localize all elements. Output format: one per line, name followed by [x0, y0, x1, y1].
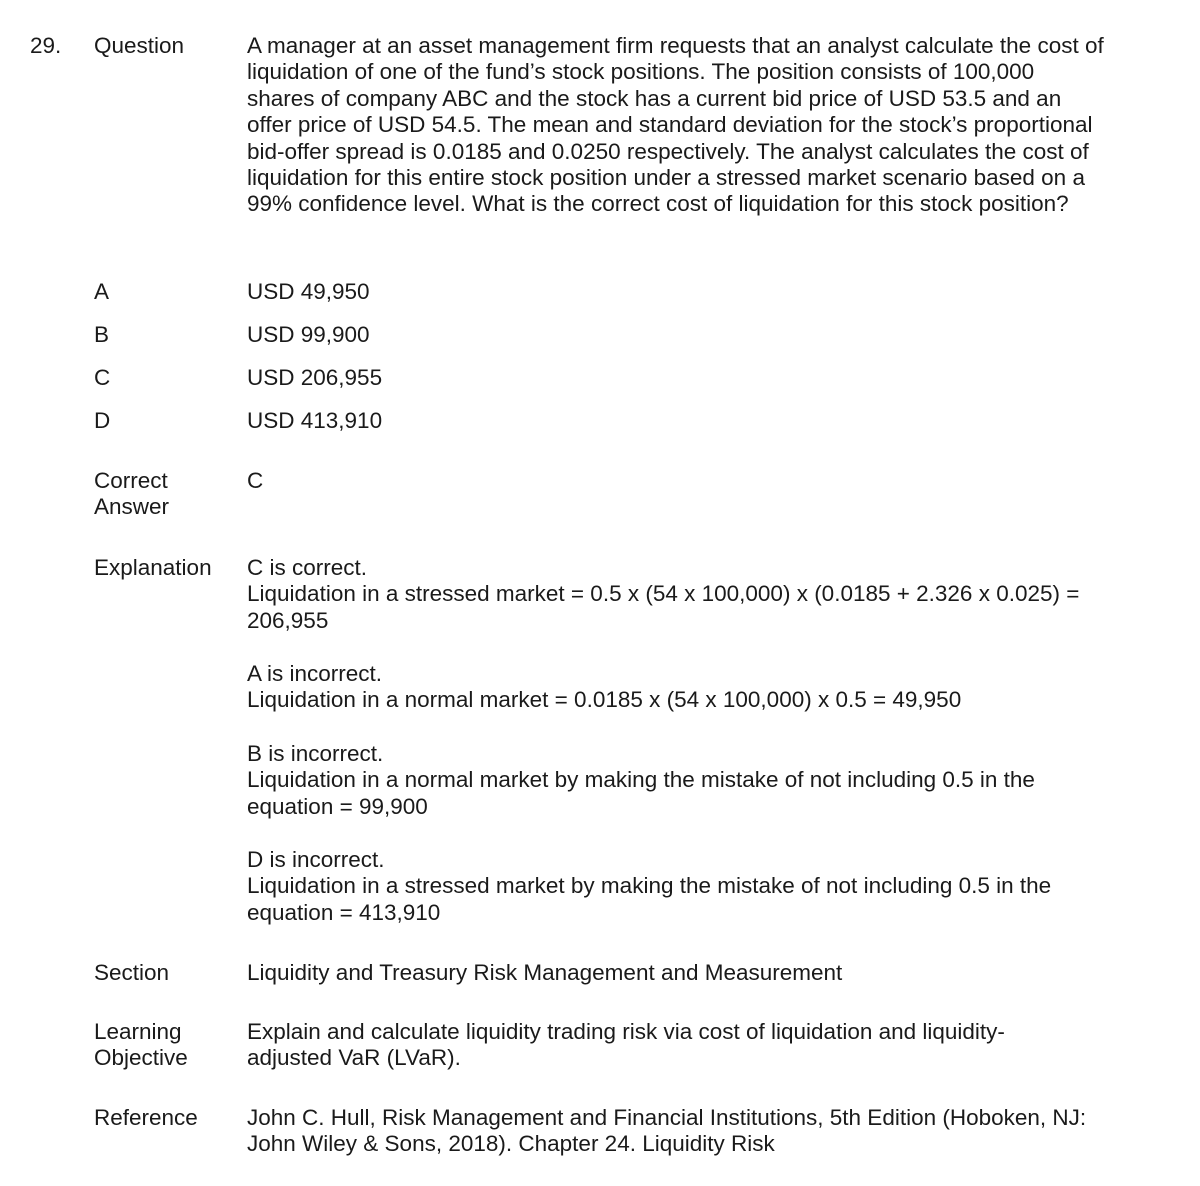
- question-number: 29.: [30, 33, 62, 58]
- explanation-block-d: [247, 847, 1097, 926]
- explanation-body: Liquidation in a stressed market by making the mistake of not including 0.5 in the equation = 413,910: [247, 873, 1052, 925]
- correct-answer-value: C: [247, 468, 264, 493]
- explanation-block-a: [247, 661, 1117, 714]
- learning-objective-label-line1: Learning: [94, 1019, 182, 1044]
- explanation-heading: B is incorrect.: [247, 741, 384, 766]
- option-letter-c: C: [94, 365, 111, 390]
- explanation-body: Liquidation in a stressed market = 0.5 x (54 x 100,000) x (0.0185 + 2.326 x 0.025) = 206,955: [247, 581, 1080, 633]
- option-letter-b: B: [94, 322, 110, 347]
- reference-value: John C. Hull, Risk Management and Financial Institutions, 5th Edition (Hoboken, NJ: John Wiley & Sons, 2018). Chapter 24. Liquidity Risk: [247, 1105, 1087, 1157]
- option-text-c: USD 206,955: [247, 365, 383, 390]
- question-label: Question: [94, 33, 185, 58]
- reference-label: Reference: [94, 1105, 198, 1130]
- explanation-block-c: [247, 555, 1117, 634]
- section-label: Section: [94, 960, 170, 985]
- explanation-heading: C is correct.: [247, 555, 368, 580]
- option-text-b: USD 99,900: [247, 322, 370, 347]
- learning-objective-label-line2: Objective: [94, 1045, 188, 1071]
- option-letter-a: A: [94, 279, 110, 304]
- explanation-heading: A is incorrect.: [247, 661, 383, 686]
- learning-objective-value: Explain and calculate liquidity trading risk via cost of liquidation and liquidity-adjusted VaR (LVaR).: [247, 1019, 1005, 1071]
- correct-answer-label-line2: Answer: [94, 494, 170, 520]
- explanation-block-b: [247, 741, 1077, 820]
- correct-answer-label-line1: Correct: [94, 468, 168, 493]
- explanation-body: Liquidation in a normal market = 0.0185 x (54 x 100,000) x 0.5 = 49,950: [247, 687, 962, 713]
- explanation-label: Explanation: [94, 555, 212, 580]
- explanation-body: Liquidation in a normal market by making the mistake of not including 0.5 in the equation = 99,900: [247, 767, 1035, 819]
- explanation-heading: D is incorrect.: [247, 847, 385, 872]
- correct-answer-label: [94, 468, 234, 521]
- option-text-d: USD 413,910: [247, 408, 383, 433]
- option-text-a: USD 49,950: [247, 279, 370, 304]
- learning-objective-label: [94, 1019, 234, 1072]
- section-value: Liquidity and Treasury Risk Management and Measurement: [247, 960, 843, 985]
- option-letter-d: D: [94, 408, 111, 433]
- question-text: A manager at an asset management firm requests that an analyst calculate the cost of liquidation of one of the fund’s stock positions. The position consists of 100,000 shares of company ABC and the stock has a current bid price of USD 53.5 and an offer price of USD 54.5. The mean and standard deviation for the stock’s proportional bid-offer spread is 0.0185 and 0.0250 respectively. The analyst calculates the cost of liquidation for this entire stock position under a stressed market scenario based on a 99% confidence level. What is the correct cost of liquidation for this stock position?: [247, 33, 1104, 217]
